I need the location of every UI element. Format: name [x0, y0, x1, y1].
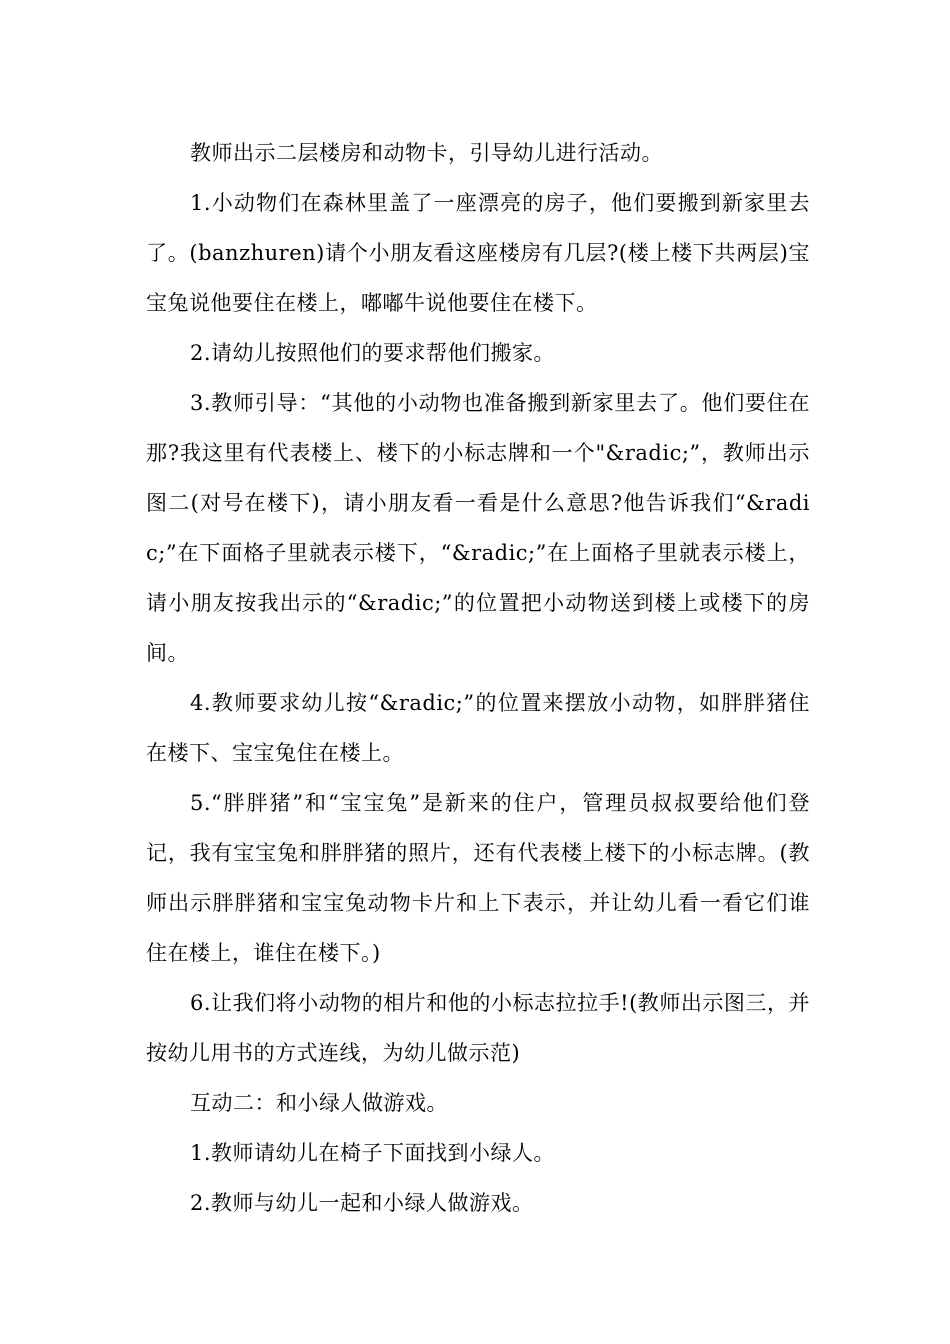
paragraph-interaction-2-step-1: 1.教师请幼儿在椅子下面找到小绿人。: [190, 1141, 556, 1165]
section-heading-interaction-2: 互动二：和小绿人做游戏。: [190, 1091, 448, 1115]
paragraph-step-2: 2.请幼儿按照他们的要求帮他们搬家。: [190, 341, 556, 365]
paragraph-step-1: 1.小动物们在森林里盖了一座漂亮的房子，他们要搬到新家里去了。(banzhuren)请个小朋友看这座楼房有几层?(楼上楼下共两层)宝宝兔说他要住在楼上，嘟嘟牛说他要住在楼下。: [146, 191, 810, 315]
paragraph-step-5: 5.“胖胖猪”和“宝宝兔”是新来的住户，管理员叔叔要给他们登记，我有宝宝兔和胖胖猪的照片，还有代表楼上楼下的小标志牌。(教师出示胖胖猪和宝宝兔动物卡片和上下表示，并让幼儿看一看它们谁住在楼上，谁住在楼下。): [146, 791, 810, 965]
paragraph-interaction-2-step-2: 2.教师与幼儿一起和小绿人做游戏。: [190, 1191, 534, 1215]
document-body: [146, 128, 810, 1228]
paragraph-step-6: 6.让我们将小动物的相片和他的小标志拉拉手!(教师出示图三，并按幼儿用书的方式连线，为幼儿做示范): [146, 991, 810, 1065]
paragraph-step-4: 4.教师要求幼儿按“&radic;”的位置来摆放小动物，如胖胖猪住在楼下、宝宝兔住在楼上。: [146, 691, 810, 765]
paragraph-intro: 教师出示二层楼房和动物卡，引导幼儿进行活动。: [190, 141, 663, 165]
paragraph-step-3: 3.教师引导：“其他的小动物也准备搬到新家里去了。他们要住在那?我这里有代表楼上、楼下的小标志牌和一个"&radic;”，教师出示图二(对号在楼下)，请小朋友看一看是什么意思?他告诉我们“&radic;”在下面格子里就表示楼下，“&radic;”在上面格子里就表示楼上，请小朋友按我出示的“&radic;”的位置把小动物送到楼上或楼下的房间。: [146, 391, 810, 665]
